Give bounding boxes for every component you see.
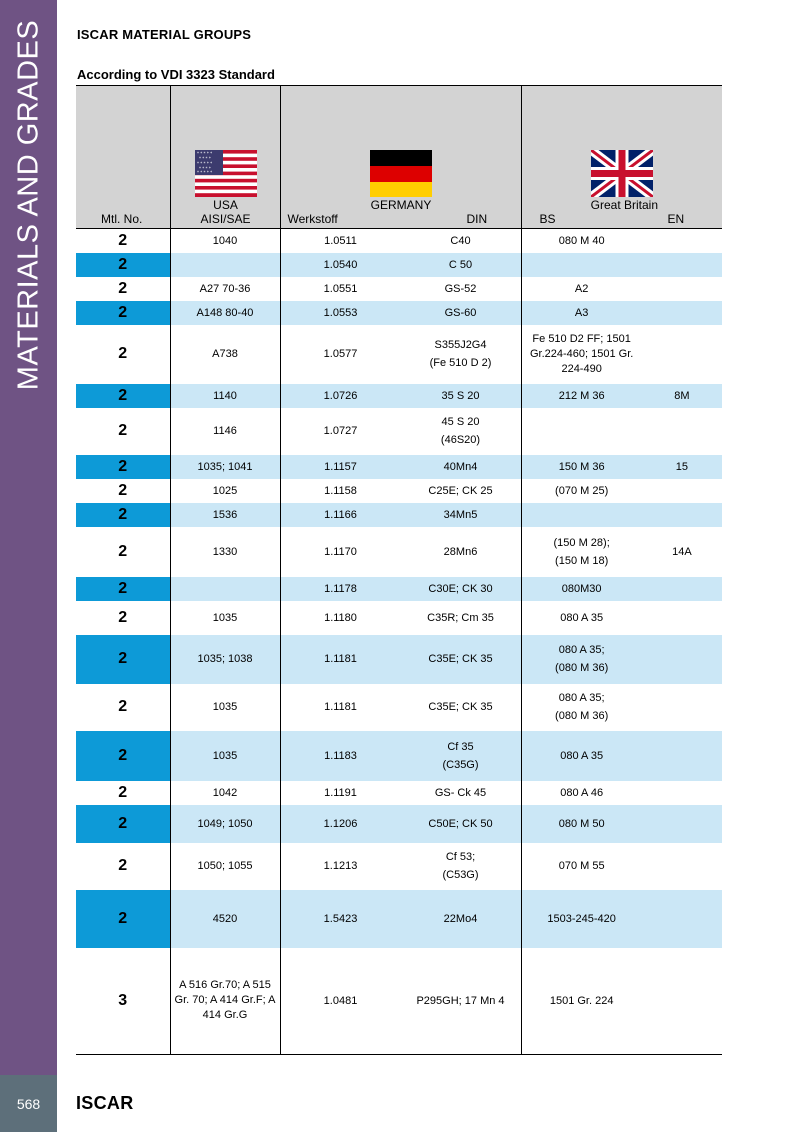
usa-cell: [170, 253, 280, 277]
werkstoff-value: 1.1206: [323, 817, 358, 830]
table-row: [76, 601, 722, 635]
din-value: [401, 256, 521, 274]
usa-cell: [170, 635, 280, 684]
bs-value: [522, 304, 642, 322]
din-value: [401, 413, 521, 449]
bs-value: [522, 387, 642, 405]
usa-cell: [170, 229, 280, 253]
din-value: [401, 543, 521, 561]
usa-cell: [170, 384, 280, 408]
bs-value: [522, 784, 642, 802]
din-value: [401, 848, 521, 884]
din-value: [401, 815, 521, 833]
bs-value: [522, 534, 642, 570]
usa-line: 1025: [212, 484, 238, 497]
din-value: [401, 784, 521, 802]
gb-cell: [521, 781, 722, 805]
din-value: [401, 698, 521, 716]
mtl-cell: 2: [76, 479, 170, 503]
mtl-cell: 2: [76, 253, 170, 277]
table-header-row: [76, 86, 722, 229]
germany-cell: [280, 805, 521, 843]
bs-value: [522, 482, 642, 500]
germany-cell: [280, 948, 521, 1055]
table-row: [76, 948, 722, 1055]
bs-line: 080 A 35: [560, 749, 604, 762]
din-value: [401, 304, 521, 322]
page-title: ISCAR MATERIAL GROUPS: [77, 27, 252, 42]
footer-brand: ISCAR: [76, 1093, 134, 1113]
bs-value: [522, 992, 642, 1010]
werkstoff-value: 1.0551: [323, 282, 358, 295]
din-value: [401, 506, 521, 524]
mtl-cell: 2: [76, 527, 170, 577]
table-row: [76, 577, 722, 601]
din-line: (46S20): [440, 434, 481, 446]
table-row: [76, 635, 722, 684]
werkstoff-value: 1.0511: [324, 234, 357, 247]
usa-line: 1035: [212, 749, 238, 762]
bs-line: 080 A 35: [560, 611, 604, 624]
din-line: 35 S 20: [441, 389, 480, 402]
bs-line: Fe 510 D2 FF; 1501: [532, 332, 631, 345]
bs-value: [522, 580, 642, 598]
bs-line: (070 M 25): [555, 484, 609, 497]
din-line: Cf 53;: [445, 851, 476, 863]
usa-line: 1035: [212, 611, 238, 624]
din-value: [401, 738, 521, 774]
germany-cell: [280, 479, 521, 503]
usa-cell: [170, 479, 280, 503]
werkstoff-value: 1.1191: [324, 786, 357, 799]
din-line: (C35G): [442, 758, 479, 771]
gb-cell: [521, 577, 722, 601]
mtl-cell: 2: [76, 601, 170, 635]
bs-line: 080M30: [561, 582, 602, 595]
mtl-cell: 2: [76, 635, 170, 684]
sidebar-title: MATERIALS AND GRADES: [12, 19, 45, 391]
din-line: 34Mn5: [443, 508, 478, 521]
usa-cell: [170, 503, 280, 527]
bs-value: [522, 280, 642, 298]
germany-cell: [280, 890, 521, 948]
table-row: [76, 781, 722, 805]
germany-cell: [280, 229, 521, 253]
germany-cell: [280, 253, 521, 277]
bs-line: 080 M 40: [558, 234, 605, 247]
gb-cell: [521, 527, 722, 577]
material-table-wrap: [76, 85, 722, 1055]
bs-value: [522, 458, 642, 476]
mtl-cell: 2: [76, 384, 170, 408]
germany-cell: [280, 503, 521, 527]
usa-cell: [170, 455, 280, 479]
germany-cell: [280, 781, 521, 805]
bs-value: [522, 332, 642, 377]
usa-line: 1330: [212, 545, 238, 558]
usa-line: 1035; 1041: [197, 460, 253, 473]
usa-line: 414 Gr.G: [202, 1009, 248, 1022]
header-gb-cell: [521, 86, 722, 229]
usa-line: 1042: [212, 786, 238, 799]
bs-line: (150 M 18): [555, 554, 609, 567]
gb-cell: [521, 479, 722, 503]
din-value: [401, 910, 521, 928]
werkstoff-value: 1.1213: [323, 860, 358, 872]
bs-value: [522, 910, 642, 928]
bs-value: [522, 641, 642, 677]
bs-line: 080 A 35;: [558, 644, 605, 656]
usa-line: 4520: [212, 912, 238, 925]
usa-line: 1035; 1038: [197, 653, 253, 665]
mtl-cell: 2: [76, 890, 170, 948]
werkstoff-value: 1.0577: [323, 348, 358, 360]
werkstoff-value: 1.1158: [324, 484, 357, 497]
werkstoff-value: 1.1157: [324, 460, 357, 473]
table-row: [76, 408, 722, 455]
werkstoff-value: 1.1183: [324, 749, 357, 762]
werkstoff-value: 1.0540: [323, 258, 358, 271]
mtl-cell: 2: [76, 731, 170, 781]
table-row: [76, 843, 722, 890]
gb-cell: [521, 455, 722, 479]
usa-line: A27 70-36: [199, 282, 251, 295]
usa-line: 1140: [213, 389, 237, 402]
din-line: (C53G): [442, 869, 479, 881]
germany-cell: [280, 635, 521, 684]
mtl-cell: 2: [76, 684, 170, 731]
din-line: C 50: [448, 258, 473, 271]
mtl-cell: 2: [76, 503, 170, 527]
header-germany: GERMANY: [370, 198, 432, 212]
table-row: [76, 890, 722, 948]
din-line: S355J2G4: [434, 339, 487, 351]
din-line: C35R; Cm 35: [427, 611, 494, 624]
en-value: 15: [675, 460, 689, 473]
bs-line: 1503-245-420: [547, 912, 616, 925]
usa-cell: [170, 890, 280, 948]
germany-cell: [280, 843, 521, 890]
bs-line: 070 M 55: [558, 860, 605, 872]
bs-value: [522, 609, 642, 627]
mtl-cell: 2: [76, 325, 170, 384]
din-line: GS- Ck 45: [434, 786, 487, 799]
svg-text:* * * * *: * * * * *: [196, 151, 212, 156]
uk-flag-icon: [591, 150, 653, 197]
header-usa-cell: [170, 86, 280, 229]
germany-cell: [280, 301, 521, 325]
germany-cell: [280, 384, 521, 408]
table-row: [76, 503, 722, 527]
page-number: 568: [0, 1075, 57, 1132]
usa-line: 1035: [212, 701, 238, 713]
usa-cell: [170, 601, 280, 635]
werkstoff-value: 1.1181: [324, 701, 357, 713]
germany-cell: [280, 577, 521, 601]
bs-line: Gr.224-460; 1501 Gr.: [529, 347, 634, 360]
werkstoff-value: 1.1178: [324, 582, 357, 595]
usa-cell: [170, 731, 280, 781]
din-value: [401, 580, 521, 598]
germany-cell: [280, 731, 521, 781]
germany-cell: [280, 684, 521, 731]
werkstoff-value: 1.1180: [324, 611, 357, 624]
bs-value: [522, 689, 642, 725]
werkstoff-value: 1.0481: [323, 994, 358, 1007]
din-line: GS-52: [444, 282, 477, 295]
svg-text:* * * * *: * * * * *: [196, 170, 212, 175]
usa-cell: [170, 684, 280, 731]
mtl-cell: 2: [76, 277, 170, 301]
gb-cell: [521, 384, 722, 408]
germany-flag-icon: [370, 150, 432, 197]
germany-cell: [280, 601, 521, 635]
germany-cell: [280, 408, 521, 455]
din-value: [401, 280, 521, 298]
bs-value: [522, 747, 642, 765]
gb-cell: [521, 301, 722, 325]
din-line: C25E; CK 25: [428, 484, 493, 497]
din-line: P295GH; 17 Mn 4: [416, 994, 505, 1007]
din-line: C40: [450, 234, 471, 247]
din-line: 40Mn4: [443, 460, 478, 473]
usa-cell: [170, 577, 280, 601]
mtl-cell: 2: [76, 781, 170, 805]
din-value: [401, 609, 521, 627]
table-row: [76, 277, 722, 301]
bs-value: [522, 232, 642, 250]
mtl-cell: 2: [76, 229, 170, 253]
usa-line: Gr. 70; A 414 Gr.F; A: [174, 994, 276, 1007]
din-value: [401, 650, 521, 668]
table-row: [76, 479, 722, 503]
din-value: [401, 482, 521, 500]
bs-line: (080 M 36): [555, 662, 609, 674]
mtl-cell: 2: [76, 301, 170, 325]
werkstoff-value: 1.5423: [323, 912, 358, 925]
usa-line: 1536: [212, 508, 238, 521]
din-line: 28Mn6: [443, 545, 478, 558]
din-value: [401, 387, 521, 405]
gb-cell: [521, 325, 722, 384]
werkstoff-value: 1.0727: [323, 425, 358, 437]
bs-value: [522, 857, 642, 875]
usa-cell: [170, 781, 280, 805]
table-row: [76, 301, 722, 325]
table-row: [76, 455, 722, 479]
usa-cell: [170, 408, 280, 455]
gb-cell: [521, 843, 722, 890]
bs-line: 224-490: [561, 362, 602, 375]
din-line: C50E; CK 50: [428, 817, 493, 830]
gb-cell: [521, 229, 722, 253]
header-en: EN: [667, 212, 685, 226]
header-germany-cell: [280, 86, 521, 229]
en-value: 14A: [672, 545, 692, 558]
mtl-cell: 2: [76, 408, 170, 455]
header-gb: Great Britain: [590, 198, 658, 212]
usa-cell: [170, 277, 280, 301]
header-usa: USA: [213, 198, 238, 212]
gb-cell: [521, 948, 722, 1055]
din-line: C30E; CK 30: [428, 582, 493, 595]
din-value: [401, 232, 521, 250]
table-row: [76, 229, 722, 253]
usa-cell: [170, 948, 280, 1055]
usa-line: A738: [212, 348, 238, 360]
bs-line: 150 M 36: [558, 460, 605, 473]
din-line: Cf 35: [447, 740, 474, 753]
table-row: [76, 684, 722, 731]
table-row: [76, 253, 722, 277]
usa-flag-icon: [195, 150, 257, 197]
din-value: [401, 336, 521, 372]
table-row: [76, 731, 722, 781]
germany-cell: [280, 455, 521, 479]
gb-cell: [521, 684, 722, 731]
table-row: [76, 384, 722, 408]
bs-line: (080 M 36): [555, 710, 609, 722]
header-aisi: AISI/SAE: [200, 212, 251, 226]
usa-line: 1040: [212, 234, 238, 247]
header-mtl: Mtl. No.: [101, 212, 143, 226]
bs-line: 080 M 50: [558, 817, 605, 830]
usa-line: 1050; 1055: [197, 860, 253, 872]
werkstoff-value: 1.1170: [324, 545, 357, 558]
usa-cell: [170, 325, 280, 384]
bs-value: [522, 815, 642, 833]
werkstoff-value: 1.0553: [323, 306, 358, 319]
din-line: C35E; CK 35: [428, 701, 493, 713]
bs-line: 1501 Gr. 224: [549, 994, 614, 1007]
gb-cell: [521, 731, 722, 781]
bs-line: 080 A 46: [560, 786, 604, 799]
usa-cell: [170, 527, 280, 577]
usa-line: A 516 Gr.70; A 515: [179, 979, 271, 992]
mtl-cell: 2: [76, 455, 170, 479]
din-line: C35E; CK 35: [428, 653, 493, 665]
page-subtitle: According to VDI 3323 Standard: [77, 67, 275, 82]
table-row: [76, 527, 722, 577]
din-line: 22Mo4: [443, 912, 478, 925]
header-din: DIN: [466, 212, 488, 226]
svg-text:* * * * *: * * * * *: [196, 161, 212, 166]
gb-cell: [521, 635, 722, 684]
mtl-cell: 3: [76, 948, 170, 1055]
usa-cell: [170, 301, 280, 325]
mtl-cell: 2: [76, 577, 170, 601]
germany-cell: [280, 325, 521, 384]
material-table: [76, 85, 722, 1055]
bs-line: A2: [574, 282, 589, 295]
mtl-cell: 2: [76, 805, 170, 843]
germany-cell: [280, 527, 521, 577]
header-bs: BS: [539, 212, 556, 226]
header-mtl-cell: [76, 86, 170, 229]
svg-text:* * * *: * * * *: [198, 166, 211, 171]
usa-line: A148 80-40: [196, 306, 254, 319]
bs-line: (150 M 28);: [553, 536, 610, 549]
din-value: [401, 992, 521, 1010]
gb-cell: [521, 805, 722, 843]
gb-cell: [521, 503, 722, 527]
usa-line: 1146: [213, 425, 237, 437]
werkstoff-value: 1.0726: [323, 389, 358, 402]
usa-cell: [170, 805, 280, 843]
germany-cell: [280, 277, 521, 301]
sidebar-title-wrap: [0, 0, 57, 1075]
bs-line: 212 M 36: [558, 389, 605, 402]
gb-cell: [521, 890, 722, 948]
werkstoff-value: 1.1181: [324, 653, 357, 665]
din-line: (Fe 510 D 2): [429, 357, 492, 369]
bs-line: A3: [574, 306, 589, 319]
usa-line: 1049; 1050: [197, 817, 253, 830]
din-value: [401, 458, 521, 476]
bs-line: 080 A 35;: [558, 692, 605, 704]
gb-cell: [521, 277, 722, 301]
din-line: GS-60: [444, 306, 477, 319]
header-werkstoff: Werkstoff: [287, 212, 338, 226]
gb-cell: [521, 253, 722, 277]
gb-cell: [521, 601, 722, 635]
mtl-cell: 2: [76, 843, 170, 890]
table-row: [76, 325, 722, 384]
en-value: 8M: [674, 389, 690, 402]
gb-cell: [521, 408, 722, 455]
din-line: 45 S 20: [441, 416, 480, 428]
werkstoff-value: 1.1166: [324, 508, 357, 521]
svg-text:* * * *: * * * *: [198, 156, 211, 161]
table-row: [76, 805, 722, 843]
usa-cell: [170, 843, 280, 890]
